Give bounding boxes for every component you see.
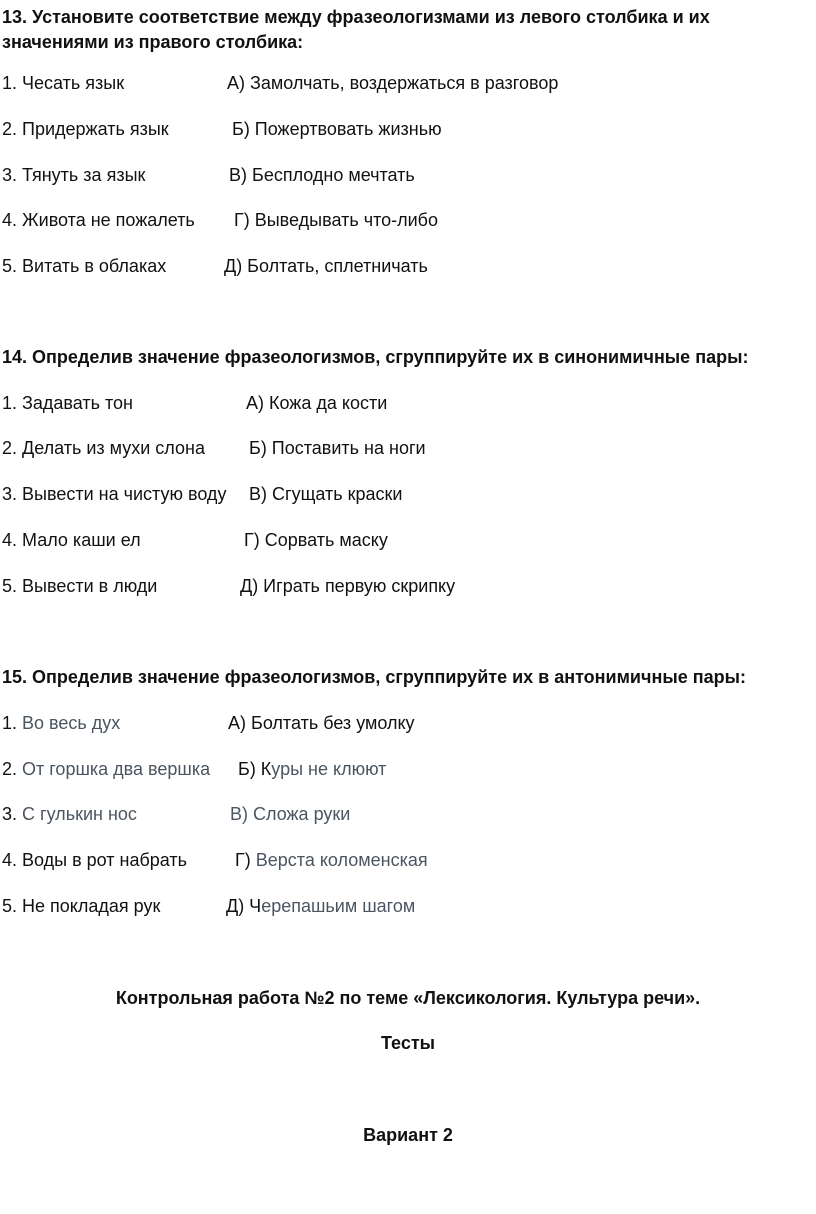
q15-right	[238, 757, 386, 781]
q13-left: 2. Придержать язык	[2, 119, 169, 139]
q15-right	[235, 848, 428, 872]
q15-left	[2, 757, 210, 781]
q13-right: Д) Болтать, сплетничать	[224, 256, 428, 276]
q13-right: В) Бесплодно мечтать	[229, 165, 415, 185]
q15-right-prefix: Б) К	[238, 759, 272, 779]
q15-heading: 15. Определив значение фразеологизмов, сгруппируйте их в антонимичные пары:	[2, 667, 746, 687]
q14-left: 2. Делать из мухи слона	[2, 438, 205, 458]
q13-left: 5. Витать в облаках	[2, 256, 167, 276]
q13-heading	[2, 5, 802, 55]
q15-right	[226, 894, 415, 918]
q13-heading-line1: 13. Установите соответствие между фразеологизмами из левого столбика и их	[2, 7, 710, 27]
q15-right	[228, 711, 415, 735]
q15-left	[2, 848, 187, 872]
q14-left: 4. Мало каши ел	[2, 530, 141, 550]
q14-right: Г) Сорвать маску	[244, 530, 388, 550]
q13-left: 1. Чесать язык	[2, 73, 125, 93]
q15-right-text: Верста коломенская	[255, 850, 428, 870]
q15-left-text: С гулькин нос	[22, 804, 137, 824]
q13-heading-line2: значениями из правого столбика:	[2, 32, 304, 52]
q15-left-num: 2.	[2, 759, 23, 779]
q15-left-num: 1.	[2, 713, 23, 733]
q14-left: 5. Вывести в люди	[2, 576, 158, 596]
q13-right: А) Замолчать, воздержаться в разговор	[227, 73, 559, 93]
test-subtitle: Тесты	[380, 1033, 436, 1053]
q15-right-text: ерепашьим шагом	[261, 896, 416, 916]
test-title: Контрольная работа №2 по теме «Лексикология. Культура речи».	[115, 988, 701, 1008]
q15-left	[2, 802, 137, 826]
q15-left	[2, 894, 160, 918]
q15-right-prefix: А) Болтать без умолку	[228, 713, 415, 733]
q15-right-text: В) Сложа руки	[230, 804, 351, 824]
q15-right	[230, 802, 350, 826]
q14-right: Д) Играть первую скрипку	[240, 576, 456, 596]
q15-right-prefix: Д) Ч	[226, 896, 262, 916]
q14-right: Б) Поставить на ноги	[249, 438, 426, 458]
q14-heading: 14. Определив значение фразеологизмов, сгруппируйте их в синонимичные пары:	[2, 347, 749, 367]
q15-left-num: 3.	[2, 804, 23, 824]
q13-right: Б) Пожертвовать жизнью	[232, 119, 442, 139]
q15-left-num: 5. Не покладая рук	[2, 896, 161, 916]
variant-label: Вариант 2	[363, 1125, 453, 1145]
q15-right-prefix: Г)	[235, 850, 256, 870]
q15-left-num: 4. Воды в рот набрать	[2, 850, 188, 870]
q14-right: А) Кожа да кости	[246, 393, 388, 413]
q15-left-text: Во весь дух	[22, 713, 121, 733]
q13-right: Г) Выведывать что-либо	[234, 210, 439, 230]
q14-left: 1. Задавать тон	[2, 393, 134, 413]
q14-left: 3. Вывести на чистую воду	[2, 484, 227, 504]
q15-right-text: уры не клюют	[271, 759, 387, 779]
q13-left: 3. Тянуть за язык	[2, 165, 146, 185]
q15-left	[2, 711, 120, 735]
q14-right: В) Сгущать краски	[249, 484, 403, 504]
q15-left-text: От горшка два вершка	[22, 759, 211, 779]
q13-left: 4. Живота не пожалеть	[2, 210, 195, 230]
